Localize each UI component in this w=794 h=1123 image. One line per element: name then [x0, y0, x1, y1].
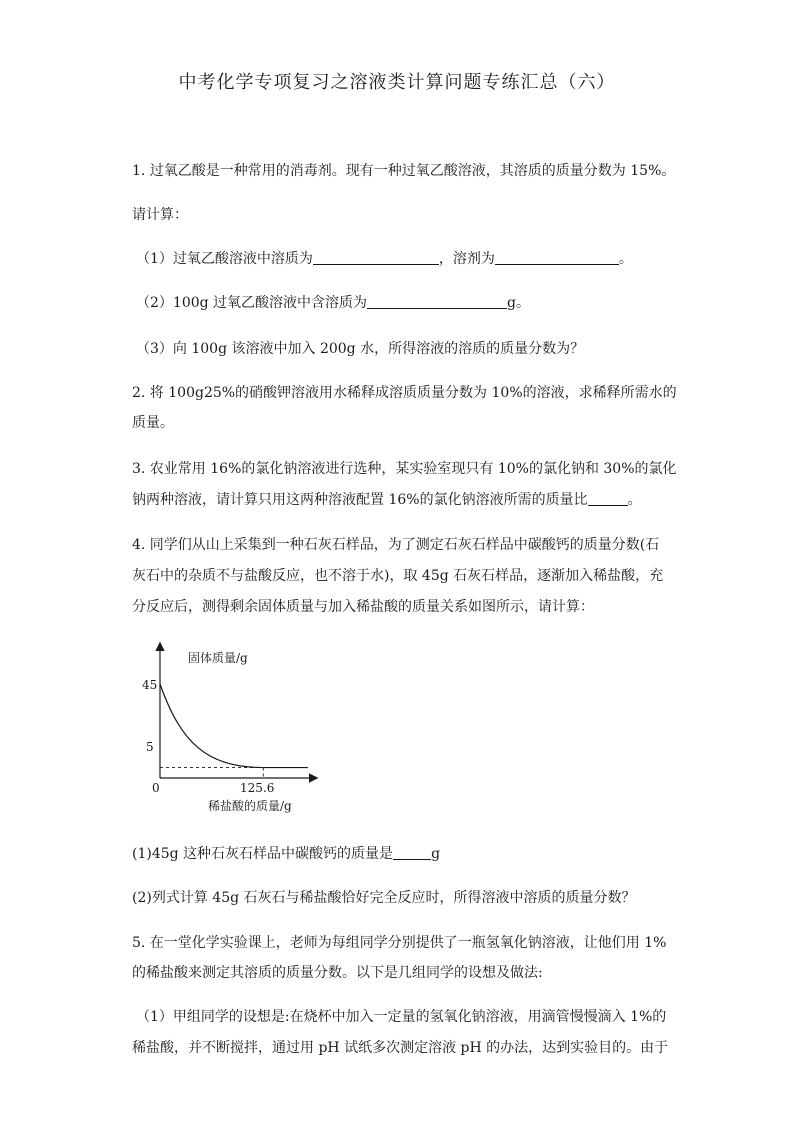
q1-part3: （3）向 100g 该溶液中加入 200g 水，所得溶液的溶质的质量分数为？ [136, 341, 585, 357]
y-axis-label: 固体质量/g [188, 651, 248, 665]
q4-line1: 4. 同学们从山上采集到一种石灰石样品，为了测定石灰石样品中碳酸钙的质量分数(石 [132, 537, 660, 553]
q1-part1-text: （1）过氧乙酸溶液中溶质为 [136, 251, 313, 267]
q1-solvent-blank [495, 250, 619, 265]
q1-part1-mid: ，溶剂为 [438, 251, 495, 267]
q4-caco3-blank [393, 845, 431, 860]
q1-part2 [136, 292, 530, 312]
y-tick-45: 45 [142, 678, 158, 692]
q1-part1 [136, 248, 633, 268]
origin-label: 0 [152, 781, 160, 795]
q4-part2: (2)列式计算 45g 石灰石与稀盐酸恰好完全反应时，所得溶液中溶质的质量分数？ [132, 890, 636, 906]
x-tick-125-6: 125.6 [240, 781, 275, 795]
chart-marks [160, 684, 308, 778]
q5-line2: 的稀盐酸来测定其溶质的质量分数。以下是几组同学的设想及做法: [132, 965, 543, 981]
q4-part1 [132, 843, 440, 863]
q3-line1: 3. 农业常用 16%的氯化钠溶液进行选种，某实验室现只有 10%的氯化钠和 30%的氯化 [132, 461, 677, 477]
q1-mass-blank [367, 294, 507, 309]
q3-line2-end: 。 [627, 492, 642, 508]
q2-line2: 质量。 [132, 415, 174, 431]
q5-line3: （1）甲组同学的设想是:在烧杯中加入一定量的氢氧化钠溶液，用滴管慢慢滴入 1%的 [136, 1009, 667, 1025]
reaction-curve [160, 684, 263, 768]
q1-part2-text: （2）100g 过氧乙酸溶液中含溶质为 [136, 295, 368, 311]
q1-part1-end: 。 [618, 251, 633, 267]
mass-chart [132, 638, 332, 818]
x-axis-label: 稀盐酸的质量/g [208, 799, 292, 813]
q4-part1-end: g [431, 846, 441, 862]
q2-line1: 2. 将 100g25%的硝酸钾溶液用水稀释成溶质质量分数为 10%的溶液，求稀释所需水的 [132, 385, 677, 401]
q4-part1-text: (1)45g 这种石灰石样品中碳酸钙的质量是 [132, 846, 394, 862]
q4-line3: 分反应后，测得剩余固体质量与加入稀盐酸的质量关系如图所示，请计算： [132, 599, 594, 615]
q1-part2-end: g。 [507, 295, 531, 311]
q1-line2: 请计算： [132, 207, 188, 223]
q1-line1: 1. 过氧乙酸是一种常用的消毒剂。现有一种过氧乙酸溶液，其溶质的质量分数为 15%。 [132, 163, 676, 179]
q4-line2: 灰石中的杂质不与盐酸反应，也不溶于水)，取 45g 石灰石样品，逐渐加入稀盐酸，充 [132, 568, 664, 584]
page-title: 中考化学专项复习之溶液类计算问题专练汇总（六） [178, 72, 616, 93]
q3-line2-text: 钠两种溶液，请计算只用这两种溶液配置 16%的氯化钠溶液所需的质量比 [132, 492, 588, 508]
y-tick-5: 5 [146, 740, 154, 754]
q5-line1: 5. 在一堂化学实验课上，老师为每组同学分别提供了一瓶氢氧化钠溶液，让他们用 1% [132, 935, 667, 951]
q3-line2 [132, 489, 642, 509]
q3-ratio-blank [588, 491, 628, 506]
q5-line4: 稀盐酸，并不断搅拌，通过用 pH 试纸多次测定溶液 pH 的办法，达到实验目的。由于 [132, 1040, 669, 1056]
q1-solute-blank [313, 250, 439, 265]
